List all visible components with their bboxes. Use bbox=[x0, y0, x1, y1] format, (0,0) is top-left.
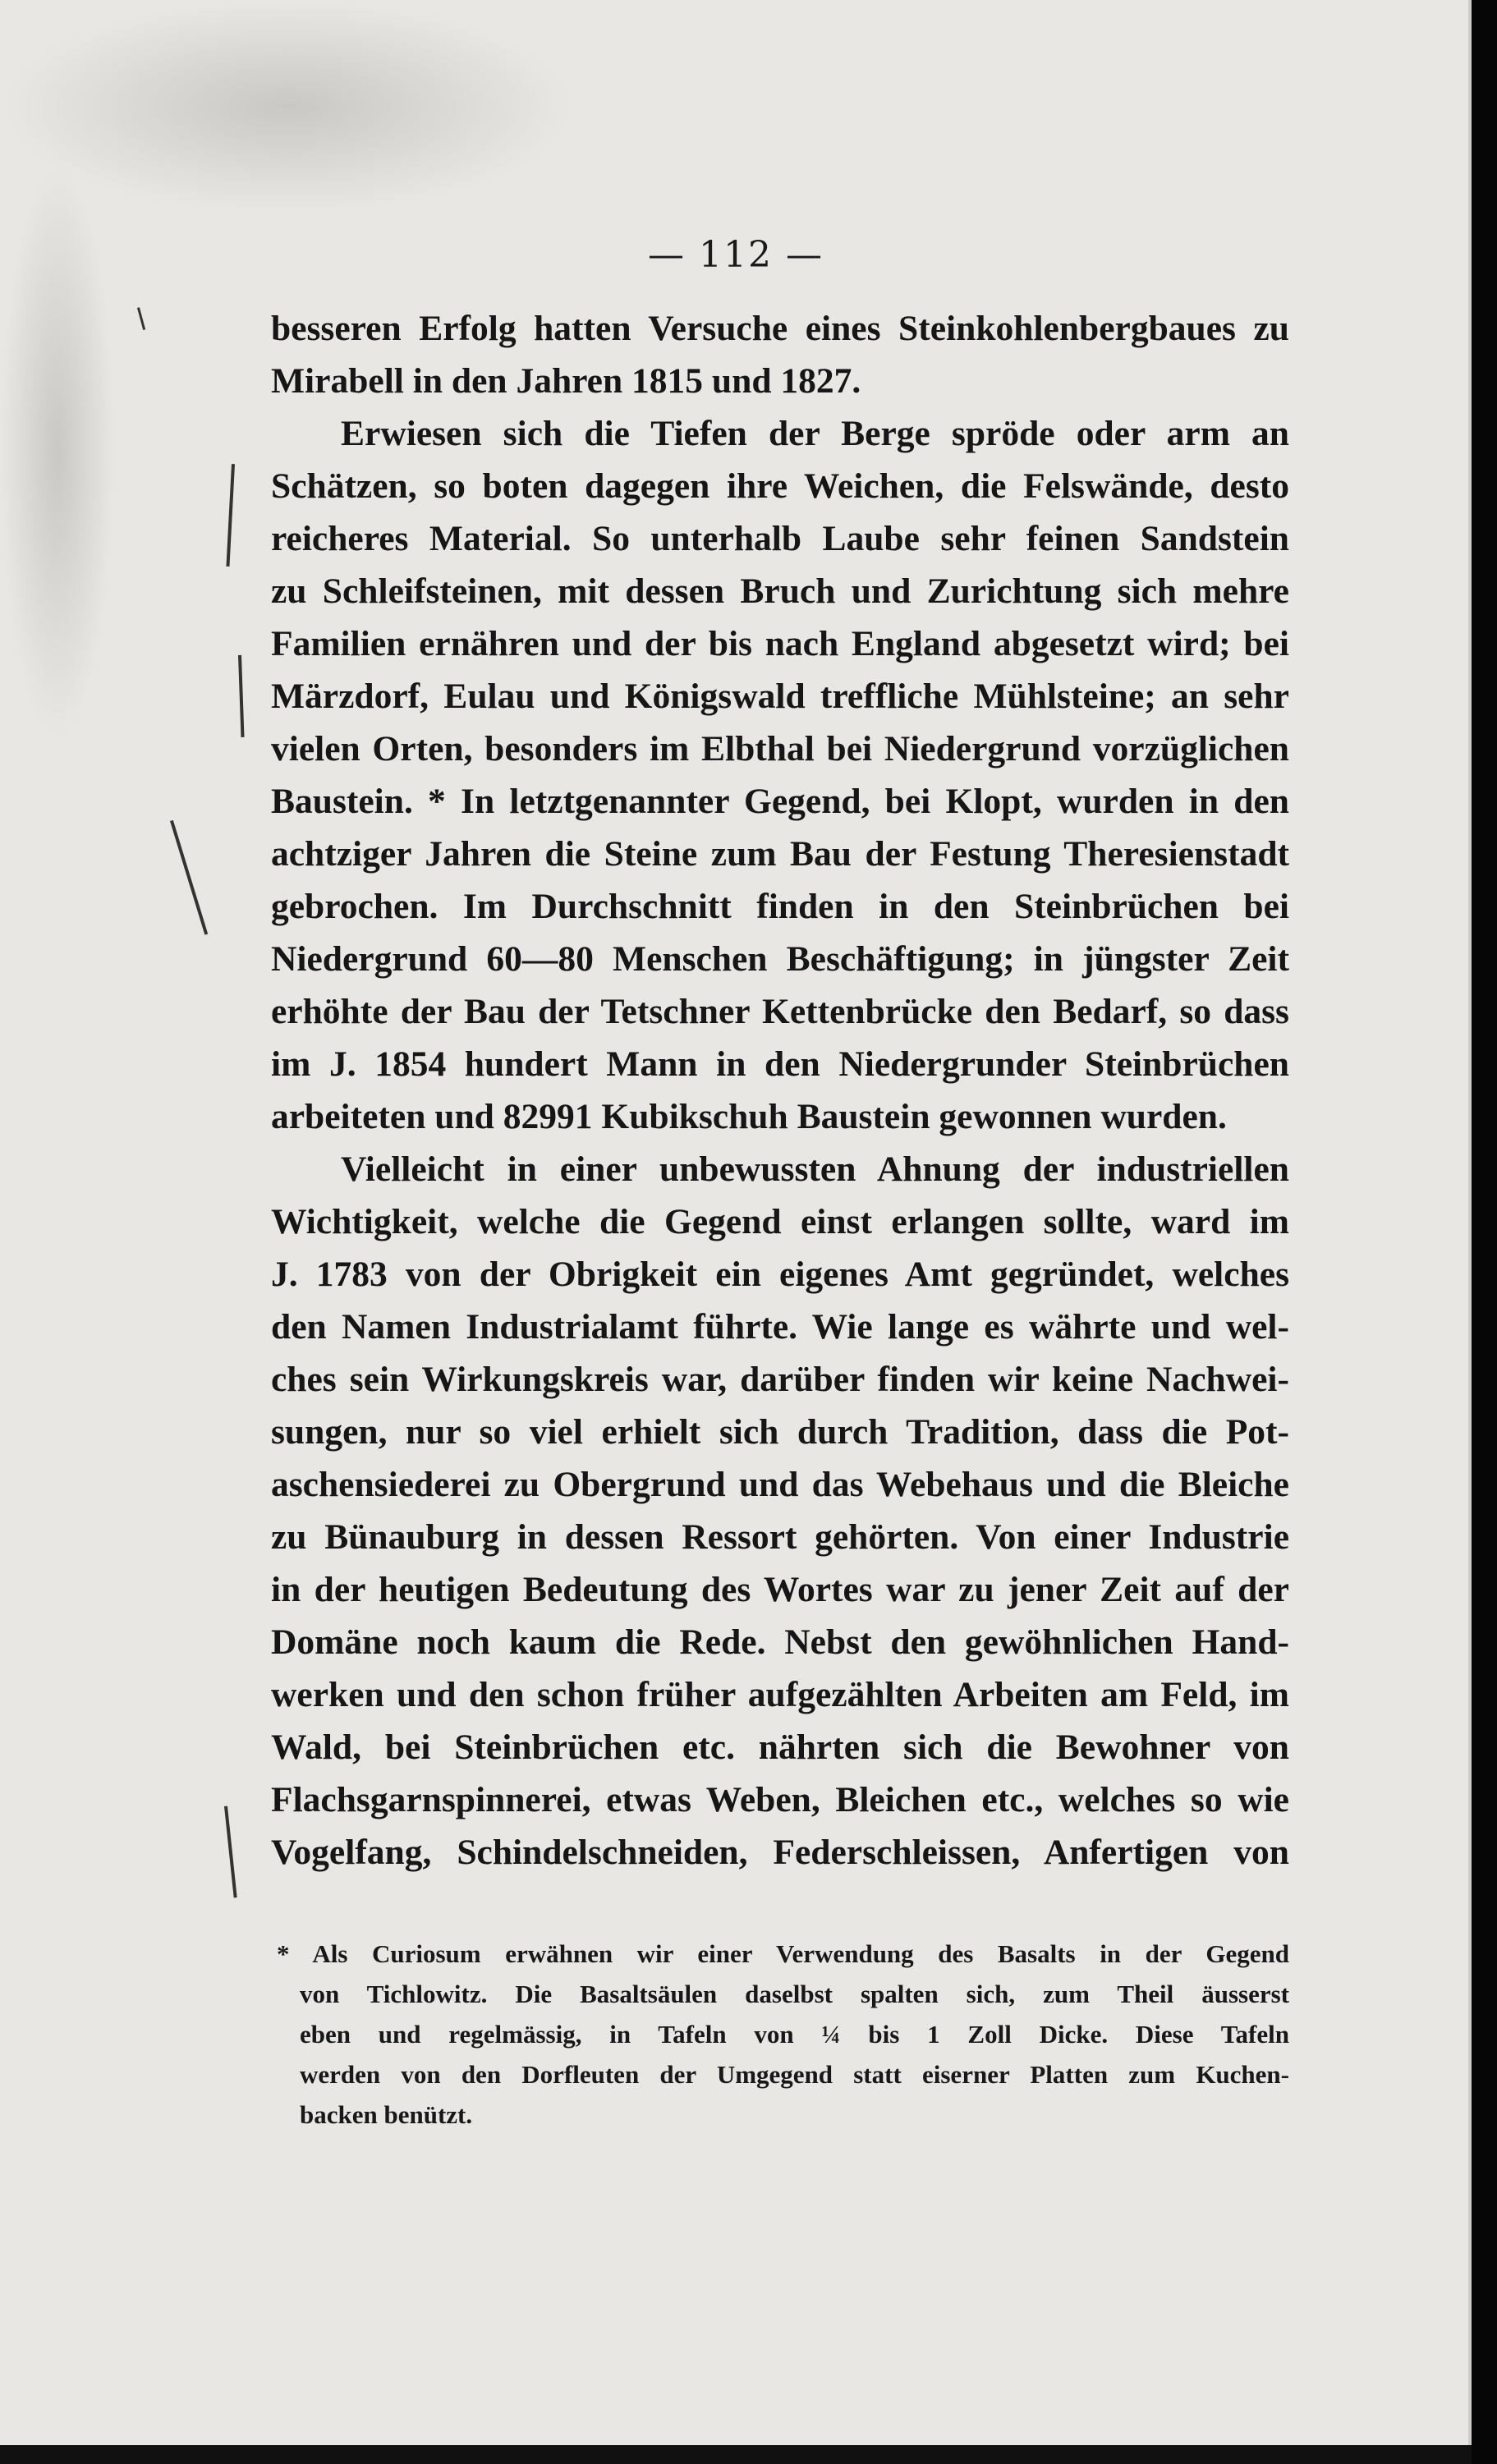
page-stain bbox=[0, 0, 575, 213]
text-line: sungen, nur so viel erhielt sich durch Tradition, dass die Pot- bbox=[271, 1412, 1289, 1452]
text-line: achtziger Jahren die Steine zum Bau der Festung Theresienstadt bbox=[271, 834, 1289, 874]
text-line: Vielleicht in einer unbewussten Ahnung der industriellen bbox=[341, 1149, 1289, 1189]
text-line: ches sein Wirkungskreis war, darüber finden wir keine Nachwei- bbox=[271, 1360, 1289, 1399]
margin-pencil-mark bbox=[170, 820, 208, 935]
margin-pencil-mark bbox=[226, 464, 235, 567]
scan-border-bottom bbox=[0, 2445, 1472, 2464]
text-line: aschensiederei zu Obergrund und das Webehaus und die Bleiche bbox=[271, 1465, 1289, 1504]
text-line: vielen Orten, besonders im Elbthal bei Niedergrund vorzüglichen bbox=[271, 729, 1289, 769]
text-line: Erwiesen sich die Tiefen der Berge spröde oder arm an bbox=[341, 414, 1289, 453]
text-line: Märzdorf, Eulau und Königswald treffliche Mühlsteine; an sehr bbox=[271, 677, 1289, 716]
text-line: werken und den schon früher aufgezählten Arbeiten am Feld, im bbox=[271, 1675, 1289, 1714]
footnote-line: eben und regelmässig, in Tafeln von ¼ bis 1 Zoll Dicke. Diese Tafeln bbox=[300, 2020, 1289, 2049]
text-line: den Namen Industrialamt führte. Wie lange es währte und wel- bbox=[271, 1307, 1289, 1347]
scan-border-right bbox=[1472, 0, 1497, 2464]
text-line: gebrochen. Im Durchschnitt finden in den Steinbrüchen bei bbox=[271, 887, 1289, 926]
text-line: besseren Erfolg hatten Versuche eines Steinkohlenbergbaues zu bbox=[271, 309, 1289, 348]
text-line: J. 1783 von der Obrigkeit ein eigenes Amt gegründet, welches bbox=[271, 1255, 1289, 1294]
footnote-line: von Tichlowitz. Die Basaltsäulen daselbst spalten sich, zum Theil äusserst bbox=[300, 1980, 1289, 2008]
text-line: reicheres Material. So unterhalb Laube sehr feinen Sandstein bbox=[271, 519, 1289, 558]
margin-pencil-mark bbox=[238, 655, 244, 737]
text-line: Niedergrund 60—80 Menschen Beschäftigung; in jüngster Zeit bbox=[271, 939, 1289, 979]
footnote-line: werden von den Dorfleuten der Umgegend statt eiserner Platten zum Kuchen- bbox=[300, 2060, 1289, 2089]
text-line: zu Schleifsteinen, mit dessen Bruch und Zurichtung sich mehre bbox=[271, 571, 1289, 611]
footnote bbox=[277, 1934, 1289, 2135]
text-line: im J. 1854 hundert Mann in den Niedergrunder Steinbrüchen bbox=[271, 1044, 1289, 1084]
text-line: Flachsgarnspinnerei, etwas Weben, Bleichen etc., welches so wie bbox=[271, 1780, 1289, 1819]
body-text bbox=[271, 302, 1289, 1879]
page-number: — 112 — bbox=[648, 234, 824, 276]
text-line: arbeiteten und 82991 Kubikschuh Baustein gewonnen wurden. bbox=[271, 1097, 1227, 1136]
text-line: Familien ernähren und der bis nach England abgesetzt wird; bei bbox=[271, 624, 1289, 663]
margin-pencil-mark bbox=[137, 307, 145, 330]
text-line: erhöhte der Bau der Tetschner Kettenbrücke den Bedarf, so dass bbox=[271, 992, 1289, 1031]
text-line: Vogelfang, Schindelschneiden, Federschleissen, Anfertigen von bbox=[271, 1833, 1289, 1872]
margin-pencil-mark bbox=[224, 1806, 237, 1898]
footnote-line: * Als Curiosum erwähnen wir einer Verwendung des Basalts in der Gegend bbox=[277, 1939, 1289, 1968]
text-line: Baustein. * In letztgenannter Gegend, bei Klopt, wurden in den bbox=[271, 782, 1289, 821]
text-line: Wald, bei Steinbrüchen etc. nährten sich die Bewohner von bbox=[271, 1728, 1289, 1767]
text-line: Domäne noch kaum die Rede. Nebst den gewöhnlichen Hand- bbox=[271, 1622, 1289, 1662]
text-line: zu Bünauburg in dessen Ressort gehörten. Von einer Industrie bbox=[271, 1517, 1289, 1557]
text-line: Wichtigkeit, welche die Gegend einst erlangen sollte, ward im bbox=[271, 1202, 1289, 1241]
text-line: Schätzen, so boten dagegen ihre Weichen, die Felswände, desto bbox=[271, 466, 1289, 506]
text-line: in der heutigen Bedeutung des Wortes war zu jener Zeit auf der bbox=[271, 1570, 1289, 1609]
footnote-line: backen benützt. bbox=[300, 2100, 473, 2129]
text-line: Mirabell in den Jahren 1815 und 1827. bbox=[271, 361, 861, 401]
